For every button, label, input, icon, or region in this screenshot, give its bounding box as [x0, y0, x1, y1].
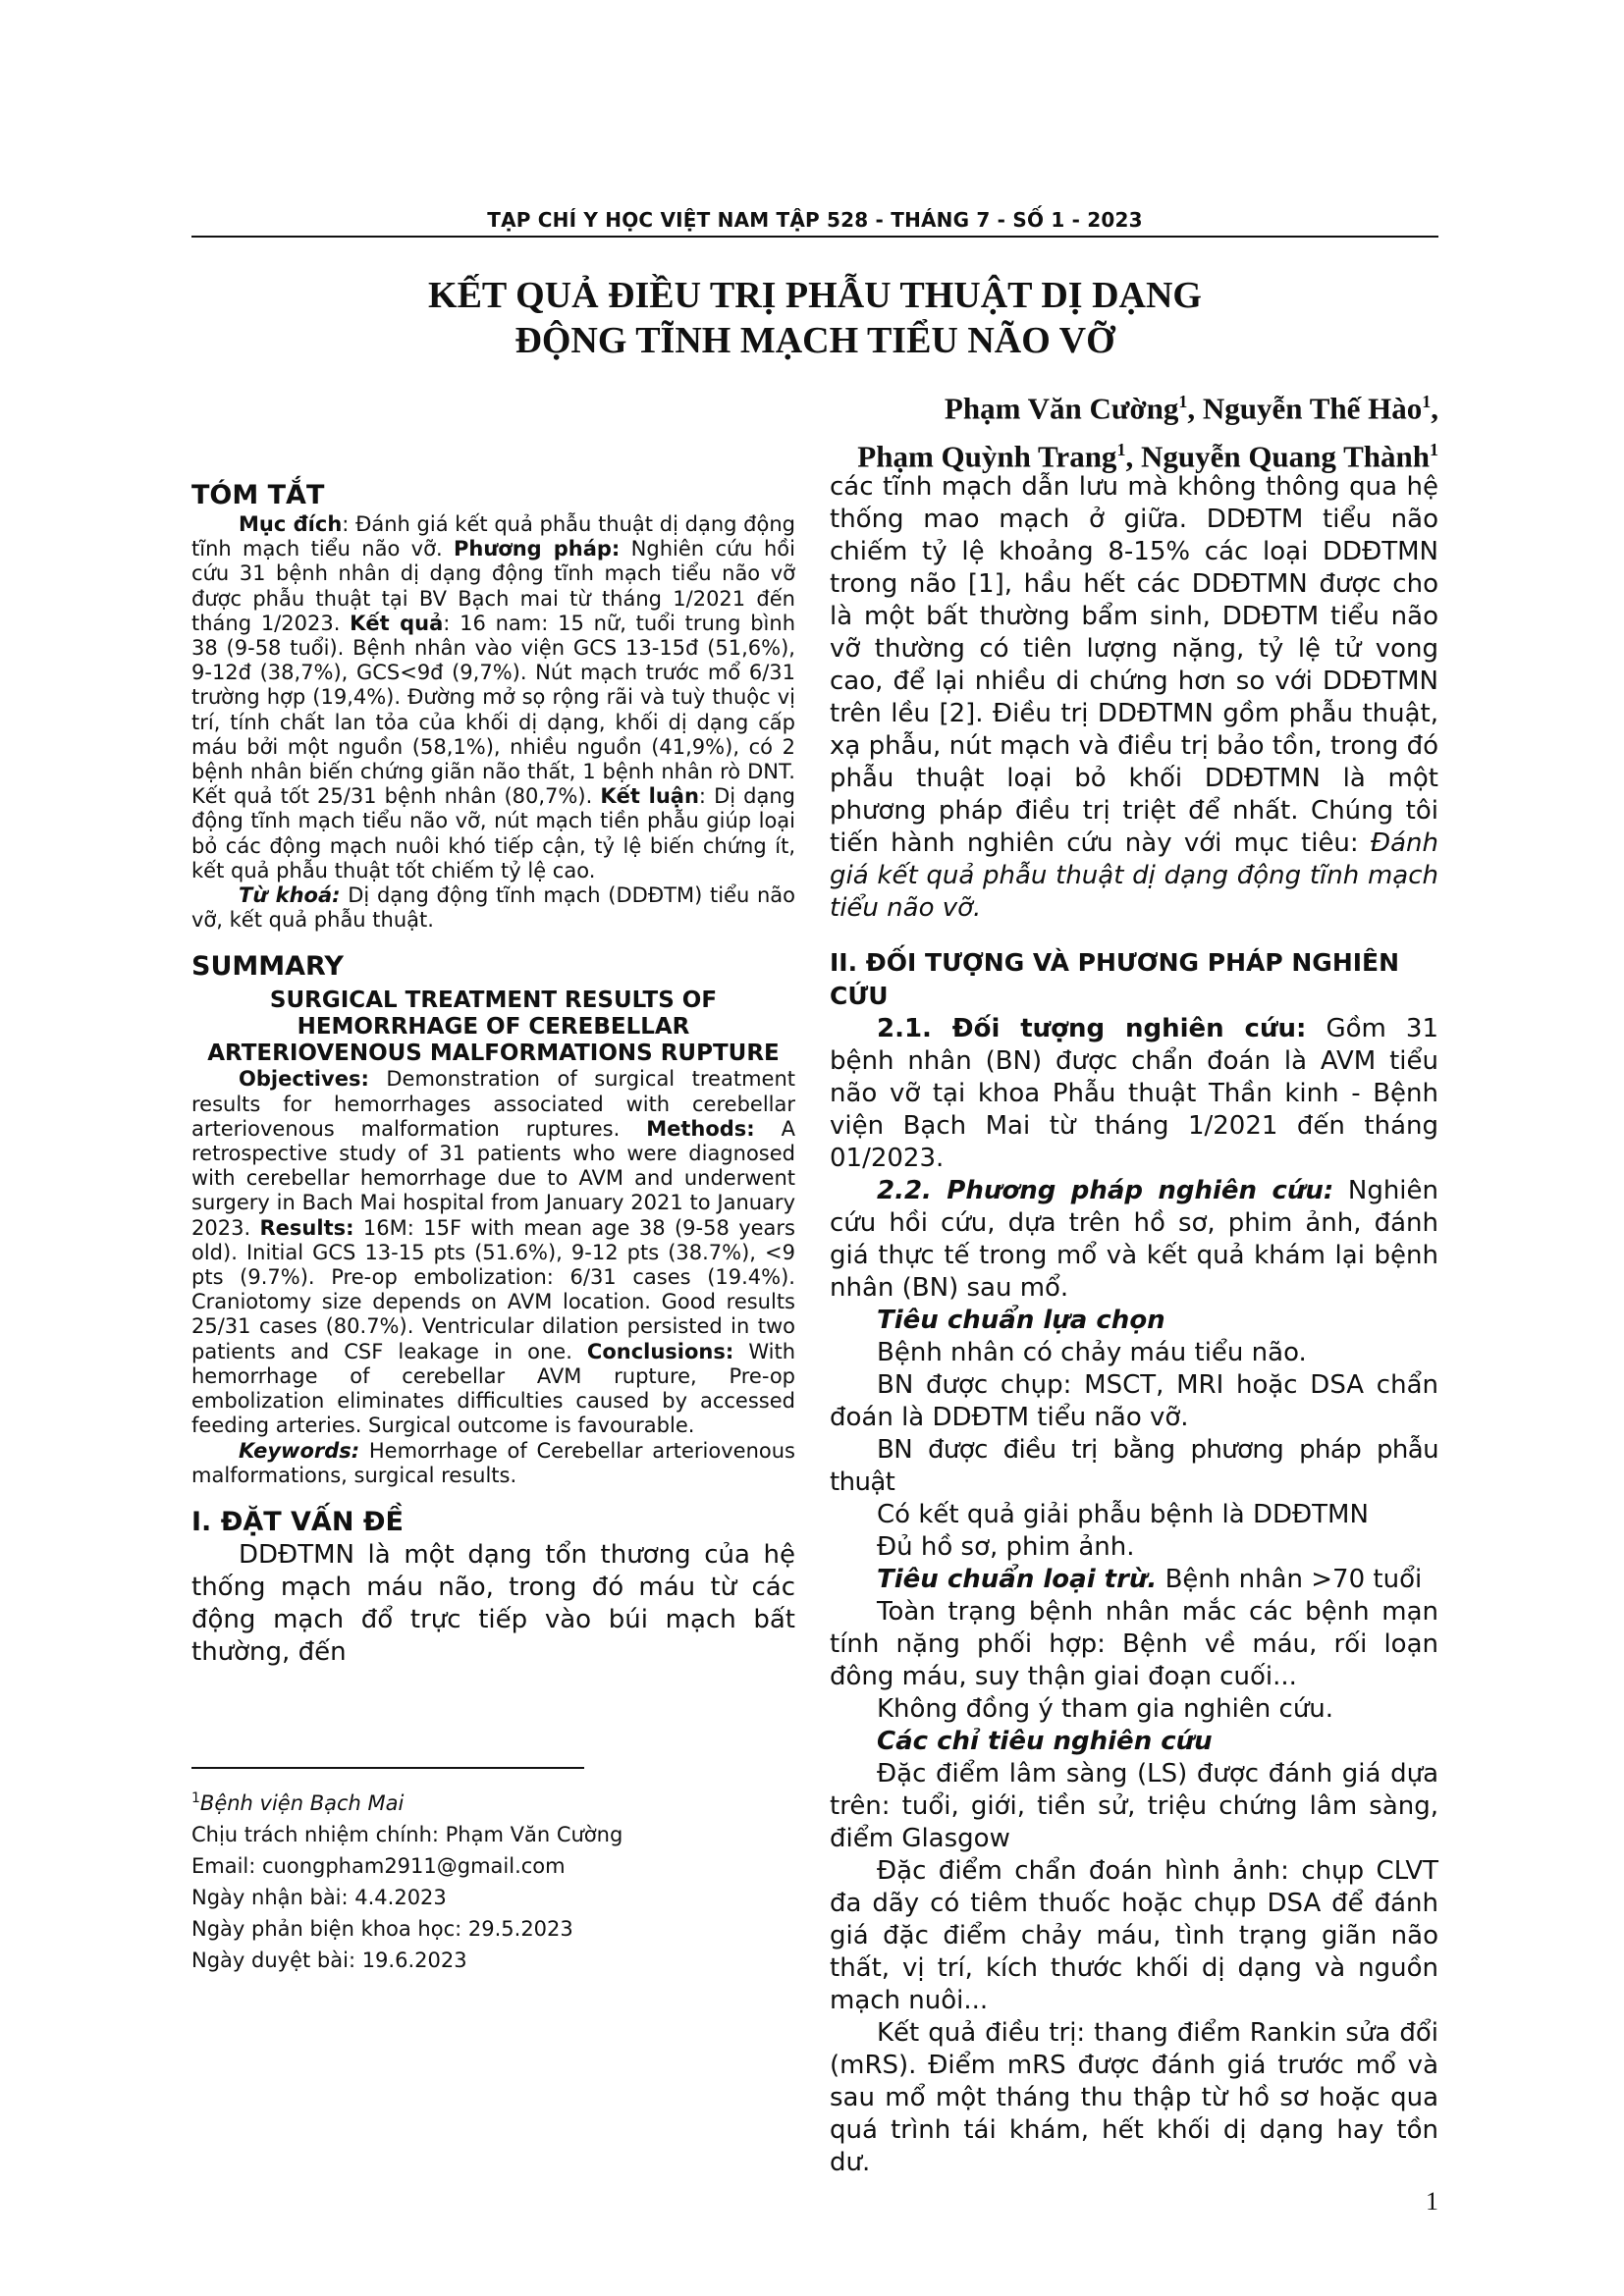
conclusion-text: : Dị dạng động tĩnh mạch tiểu não vỡ, nút mạch tiền phẫu giúp loại bỏ các động mạch nuôi khó tiếp cận, tỷ lệ biến chứng ít, kết quả phẫu thuật tốt chiếm tỷ lệ cao. — [191, 784, 796, 882]
footnote-reviewed: Ngày phản biện khoa học: 29.5.2023 — [191, 1917, 573, 1941]
author-line-1: Phạm Văn Cường$^1$, Nguyễn Thế Hào$^1$, — [944, 391, 1438, 426]
indicator-item: Đặc điểm chẩn đoán hình ảnh: chụp CLVT đa dãy có tiêm thuốc hoặc chụp DSA để đánh giá đặc điểm chảy máu, tình trạng giãn não thất, vị trí, kích thước khối dị dạng và nguồn mạch nuôi... — [830, 1856, 1438, 2015]
affiliation-mark: 1 — [191, 1790, 200, 1806]
subsection-2-1 — [830, 1013, 1438, 1175]
left-column — [191, 479, 795, 1669]
header-rule — [191, 236, 1438, 238]
objectives-text: Demonstration of surgical treatment results for hemorrhages associated with cerebellar arteriovenous malformation ruptures. — [191, 1067, 795, 1141]
en-title — [191, 988, 795, 1067]
inclusion-item: Bệnh nhân có chảy máu tiểu não. — [877, 1338, 1307, 1367]
title-line-1: KẾT QUẢ ĐIỀU TRỊ PHẪU THUẬT DỊ DẠNG — [428, 275, 1202, 316]
exclusion-criteria — [830, 1564, 1438, 1596]
right-column — [830, 471, 1438, 2179]
objective-label: Mục đích — [239, 512, 343, 536]
inclusion-item: BN được chụp: MSCT, MRI hoặc DSA chẩn đoán là DDĐTM tiểu não vỡ. — [830, 1370, 1438, 1432]
subsection-2-1-label: 2.1. Đối tượng nghiên cứu: — [877, 1014, 1307, 1043]
inclusion-item: Có kết quả giải phẫu bệnh là DDĐTMN — [877, 1500, 1369, 1529]
affiliation-mark: 1 — [1430, 440, 1438, 460]
affiliation-mark: 1 — [1178, 392, 1188, 411]
footnotes — [191, 1783, 795, 1976]
exclusion-text: Bệnh nhân >70 tuổi — [1157, 1565, 1423, 1594]
en-keywords-label: Keywords: — [239, 1438, 360, 1463]
inclusion-item: BN được điều trị bằng phương pháp phẫu thuật — [830, 1435, 1438, 1497]
methods-text: A retrospective study of 31 patients who were diagnosed with cerebellar hemorrhage due to AVM and underwent surgery in Bach Mai hospital from January 2021 to January 2023. — [191, 1116, 795, 1240]
en-title-line-1: SURGICAL TREATMENT RESULTS OF — [269, 988, 718, 1014]
keywords-label: Từ khoá: — [239, 883, 341, 908]
results-label: Results: — [259, 1215, 354, 1240]
section-1-heading: I. ĐẶT VẤN ĐỀ — [191, 1506, 404, 1537]
indicator-item: Kết quả điều trị: thang điểm Rankin sửa đổi (mRS). Điểm mRS được đánh giá trước mổ và sau mổ một tháng thu thập từ hồ sơ hoặc qua quá trình tái khám, hết khối dị dạng hay tồn dư. — [830, 2018, 1438, 2177]
conclusions-label: Conclusions: — [586, 1339, 734, 1363]
subsection-2-2-label: 2.2. Phương pháp nghiên cứu: — [877, 1176, 1334, 1205]
en-abstract-heading: SUMMARY — [191, 951, 344, 983]
footnote-rule — [191, 1767, 584, 1769]
en-title-line-2: HEMORRHAGE OF CEREBELLAR — [297, 1014, 690, 1041]
author-separator: , — [1187, 391, 1203, 426]
en-abstract-body — [191, 1067, 795, 1438]
title-line-2: ĐỘNG TĨNH MẠCH TIỂU NÃO VỠ — [514, 320, 1115, 361]
section-1-paragraph: DDĐTMN là một dạng tổn thương của hệ thống mạch máu não, trong đó máu từ các động mạch đổ trực tiếp vào búi mạch bất thường, đến — [191, 1539, 795, 1667]
indicators-heading: Các chỉ tiêu nghiên cứu — [877, 1727, 1213, 1756]
author-separator: , — [1125, 439, 1141, 474]
exclusion-item: Toàn trạng bệnh nhân mắc các bệnh mạn tính nặng phối hợp: Bệnh về máu, rối loạn đông máu, suy thận giai đoạn cuối... — [830, 1597, 1438, 1691]
conclusions-text: With hemorrhage of cerebellar AVM rupture, Pre-op embolization eliminates difficulties caused by accessed feeding arteries. Surgical outcome is favourable. — [191, 1339, 796, 1438]
section-1-text: các tĩnh mạch dẫn lưu mà không thông qua hệ thống mao mạch ở giữa. DDĐTM tiểu não chiếm tỷ lệ khoảng 8-15% các loại DDĐTMN trong não [1], hầu hết các DDĐTMN được cho là một bất thường bẩm sinh, DDĐTM tiểu não vỡ thường có tiên lượng nặng, tỷ lệ tử vong cao, để lại nhiều di chứng hơn so với DDĐTMN trên lều [2]. Điều trị DDĐTMN gồm phẫu thuật, xạ phẫu, nút mạch và điều trị bảo tồn, trong đó phẫu thuật loại bỏ khối DDĐTMN là một phương pháp điều trị triệt để nhất. Chúng tôi tiến hành nghiên cứu này với mục tiêu: — [830, 472, 1438, 858]
subsection-2-2-text: Nghiên cứu hồi cứu, dựa trên hồ sơ, phim ảnh, đánh giá thực tế trong mổ và kết quả khám lại bệnh nhân (BN) sau mổ. — [830, 1176, 1438, 1303]
running-head: TẠP CHÍ Y HỌC VIỆT NAM TẬP 528 - THÁNG 7 - SỐ 1 - 2023 — [487, 208, 1143, 232]
keywords-text: Dị dạng động tĩnh mạch (DDĐTM) tiểu não vỡ, kết quả phẫu thuật. — [191, 883, 795, 933]
subsection-2-2 — [830, 1175, 1438, 1305]
affiliation-text: Bệnh viện Bạch Mai — [199, 1791, 405, 1815]
page-number: 1 — [1426, 2187, 1438, 2216]
vn-abstract-heading: TÓM TẮT — [191, 480, 325, 510]
vn-keywords — [191, 883, 795, 933]
author-name: Phạm Văn Cường — [944, 391, 1179, 426]
section-2-heading: II. ĐỐI TƯỢNG VÀ PHƯƠNG PHÁP NGHIÊN CỨU — [830, 948, 1400, 1010]
footnote-affiliation — [191, 1783, 795, 1819]
en-keywords-text: Hemorrhage of Cerebellar arteriovenous malformations, surgical results. — [191, 1438, 795, 1487]
author-list — [687, 381, 1438, 478]
inclusion-criteria-heading: Tiêu chuẩn lựa chọn — [877, 1306, 1165, 1335]
study-aim: Đánh giá kết quả phẫu thuật dị dạng động tĩnh mạch tiểu não vỡ. — [830, 828, 1438, 923]
exclusion-item: Không đồng ý tham gia nghiên cứu. — [877, 1694, 1334, 1724]
author-name: Nguyễn Quang Thành — [1140, 439, 1430, 474]
vn-abstract-body — [191, 512, 795, 883]
subsection-2-1-text: Gồm 31 bệnh nhân (BN) được chẩn đoán là AVM tiểu não vỡ tại khoa Phẫu thuật Thần kinh - Bệnh viện Bạch Mai từ tháng 1/2021 đến tháng 01/2023. — [830, 1014, 1439, 1173]
footnote-received: Ngày nhận bài: 4.4.2023 — [191, 1886, 447, 1909]
method-label: Phương pháp: — [454, 537, 621, 561]
affiliation-mark: 1 — [1422, 392, 1432, 411]
results-text: 16M: 15F with mean age 38 (9-58 years old). Initial GCS 13-15 pts (51.6%), 9-12 pts (38.7%), <9 pts (9.7%). Pre-op embolization: 6/31 cases (19.4%). Craniotomy size depends on AVM location. Good results 25/31 cases (80.7%). Ventricular dilation persisted in two patients and CSF leakage in one. — [191, 1215, 795, 1363]
footnote-accepted: Ngày duyệt bài: 19.6.2023 — [191, 1949, 467, 1972]
author-name: Phạm Quỳnh Trang — [857, 439, 1117, 474]
result-label: Kết quả — [350, 611, 444, 635]
result-text: : 16 nam: 15 nữ, tuổi trung bình 38 (9-58 tuổi). Bệnh nhân vào viện GCS 13-15đ (51,6%), 9-12đ (38,7%), GCS<9đ (9,7%). Nút mạch trước mổ 6/31 trường hợp (19,4%). Đường mở sọ rộng rãi và tuỳ thuộc vị trí, tính chất lan tỏa của khối dị dạng, khối dị dạng cấp máu bởi một nguồn (58,1%), nhiều nguồn (41,9%), có 2 bệnh nhân biến chứng giãn não thất, 1 bệnh nhân rò DNT. Kết quả tốt 25/31 bệnh nhân (80,7%). — [191, 611, 796, 809]
section-1-continued — [830, 471, 1438, 925]
objective-text: : Đánh giá kết quả phẫu thuật dị dạng động tĩnh mạch tiểu não vỡ. — [191, 512, 795, 561]
en-keywords — [191, 1439, 795, 1488]
indicator-item: Đặc điểm lâm sàng (LS) được đánh giá dựa trên: tuổi, giới, tiền sử, triệu chứng lâm sàng, điểm Glasgow — [830, 1759, 1438, 1853]
footnote-email: Email: cuongpham2911@gmail.com — [191, 1854, 566, 1878]
affiliation-mark: 1 — [1116, 440, 1126, 460]
methods-label: Methods: — [646, 1116, 755, 1141]
objectives-label: Objectives: — [239, 1067, 369, 1092]
footnote-corresponding: Chịu trách nhiệm chính: Phạm Văn Cường — [191, 1823, 623, 1846]
en-title-line-3: ARTERIOVENOUS MALFORMATIONS RUPTURE — [207, 1041, 780, 1067]
conclusion-label: Kết luận — [600, 784, 699, 809]
exclusion-label: Tiêu chuẩn loại trừ. — [877, 1565, 1158, 1594]
article-title — [191, 273, 1438, 363]
method-text: Nghiên cứu hồi cứu 31 bệnh nhân dị dạng động tĩnh mạch tiểu não vỡ được phẫu thuật tại BV Bạch mai từ tháng 1/2021 đến tháng 1/2023. — [191, 537, 795, 635]
inclusion-item: Đủ hồ sơ, phim ảnh. — [877, 1532, 1135, 1562]
author-name: Nguyễn Thế Hào — [1202, 391, 1423, 426]
